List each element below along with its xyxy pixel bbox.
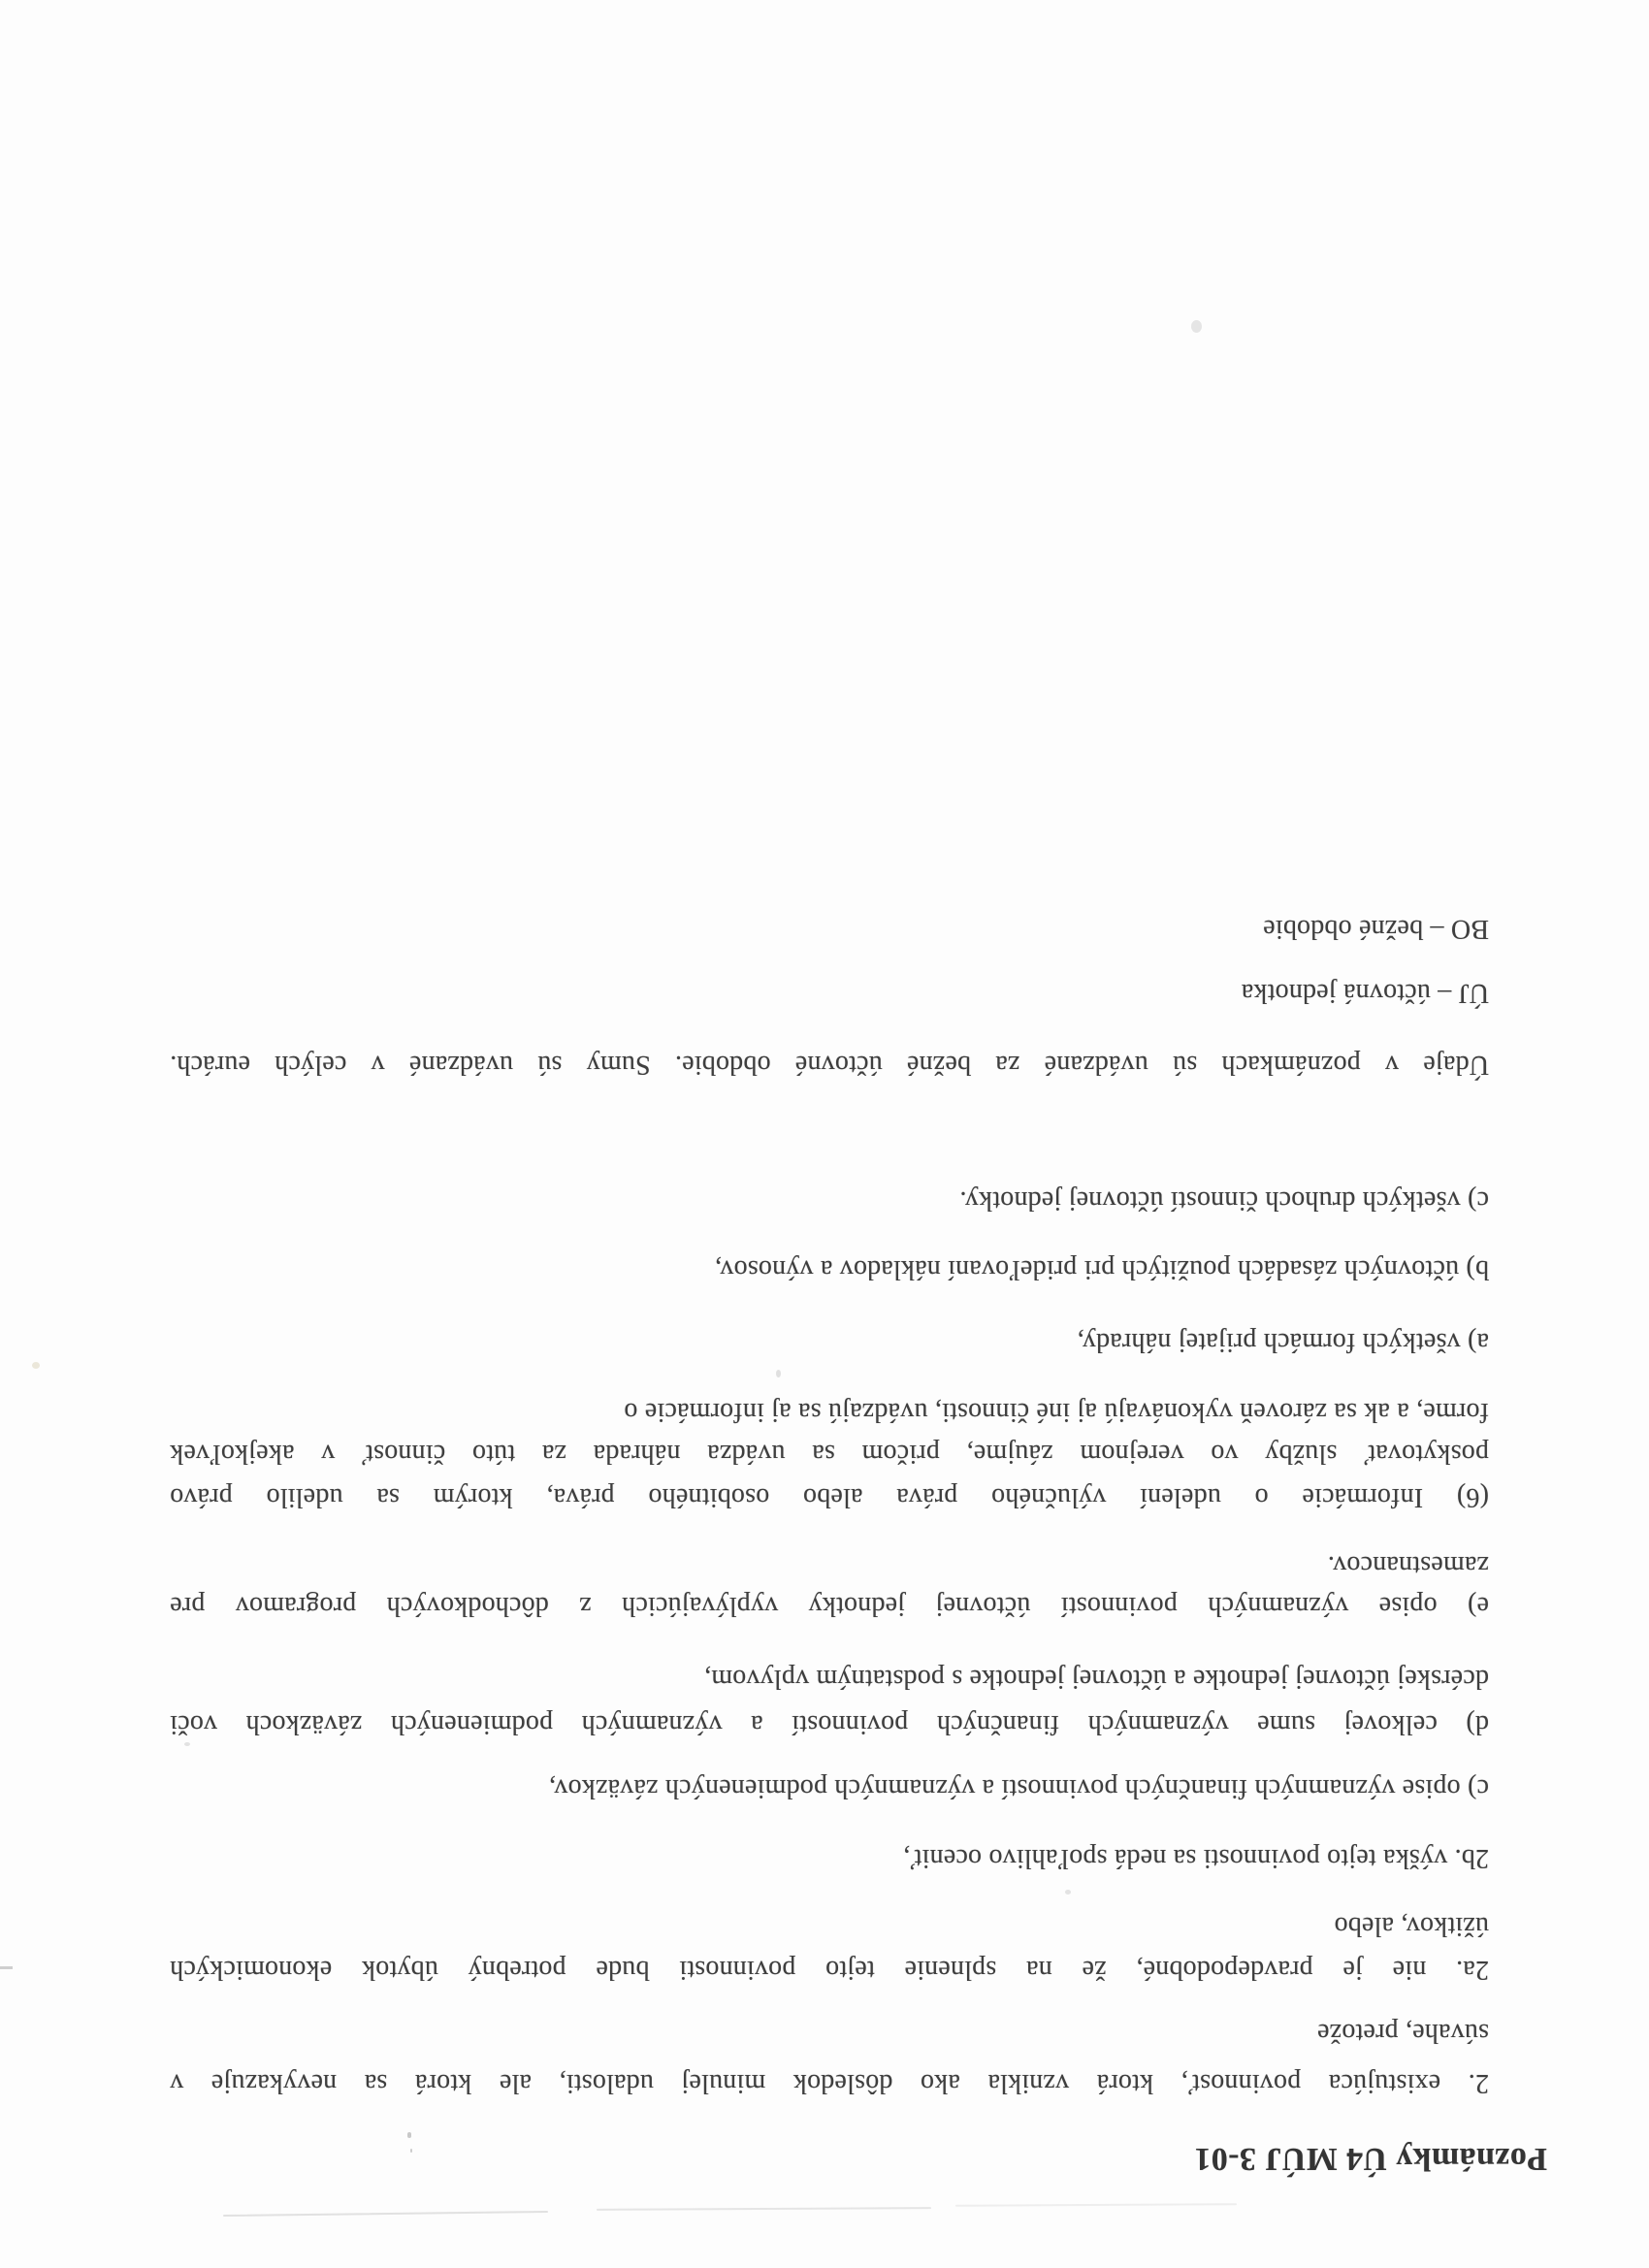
- line-item-a: a) všetkých formách prijatej náhrady,: [1077, 1327, 1489, 1357]
- line-item2b: 2b. výška tejto povinnosti sa nedá spoľahlivo oceniť,: [903, 1843, 1489, 1873]
- line-note-units: Údaje v poznámkach sú uvádzané za bežné účtovné obdobie. Sumy sú uvádzané v celých eurách.: [170, 1050, 1489, 1080]
- line-item6-1: (6) Informácie o udelení výlučného práva alebo osobitného práva, ktorým sa udelilo právo: [170, 1482, 1489, 1512]
- line-item2-2: súvahe, pretože: [1316, 2018, 1489, 2048]
- line-item2a-1: 2a. nie je pravdepodobné, že na splnenie tejto povinnosti bude potrebný úbytok ekonomických: [170, 1955, 1489, 1985]
- line-item-d-1: d) celkovej sume významných finančných povinností a významných podmienených záväzkoch voči: [170, 1709, 1489, 1739]
- page-title: Poznámky Ú4 MÚJ 3-01: [1193, 2141, 1547, 2177]
- line-legend-bo: BO – bežné obdobie: [1263, 914, 1489, 944]
- line-item2a-2: úžitkov, alebo: [1334, 1911, 1489, 1941]
- line-item6-3: forme, a ak sa zároveň vykonávajú aj iné činnosti, uvádzajú sa aj informácie o: [624, 1397, 1489, 1427]
- line-item6-2: poskytovať služby vo verejnom záujme, pričom sa uvádza náhrada za túto činnosť v akejkoľvek: [170, 1439, 1489, 1469]
- line-item2-1: 2. existujúca povinnosť, ktorá vznikla ako dôsledok minulej udalosti, ale ktorá sa nevykazuje v: [170, 2068, 1489, 2098]
- line-item-c: c) opise významných finančných povinností a významných podmienených záväzkov,: [548, 1773, 1489, 1803]
- line-item-c2: c) všetkých druhoch činností účtovnej jednotky.: [959, 1185, 1489, 1215]
- line-item-d-2: dcérskej účtovnej jednotke a účtovnej jednotke s podstatným vplyvom,: [703, 1664, 1489, 1694]
- line-legend-uj: ÚJ – účtovná jednotka: [1241, 978, 1489, 1008]
- line-item-e-1: e) opise významných povinností účtovnej jednotky vyplývajúcich z dôchodkových programov pre: [170, 1591, 1489, 1621]
- line-item-b: b) účtovných zásadách použitých pri prideľovaní nákladov a výnosov,: [714, 1254, 1489, 1284]
- line-item-e-2: zamestnancov.: [1327, 1550, 1489, 1580]
